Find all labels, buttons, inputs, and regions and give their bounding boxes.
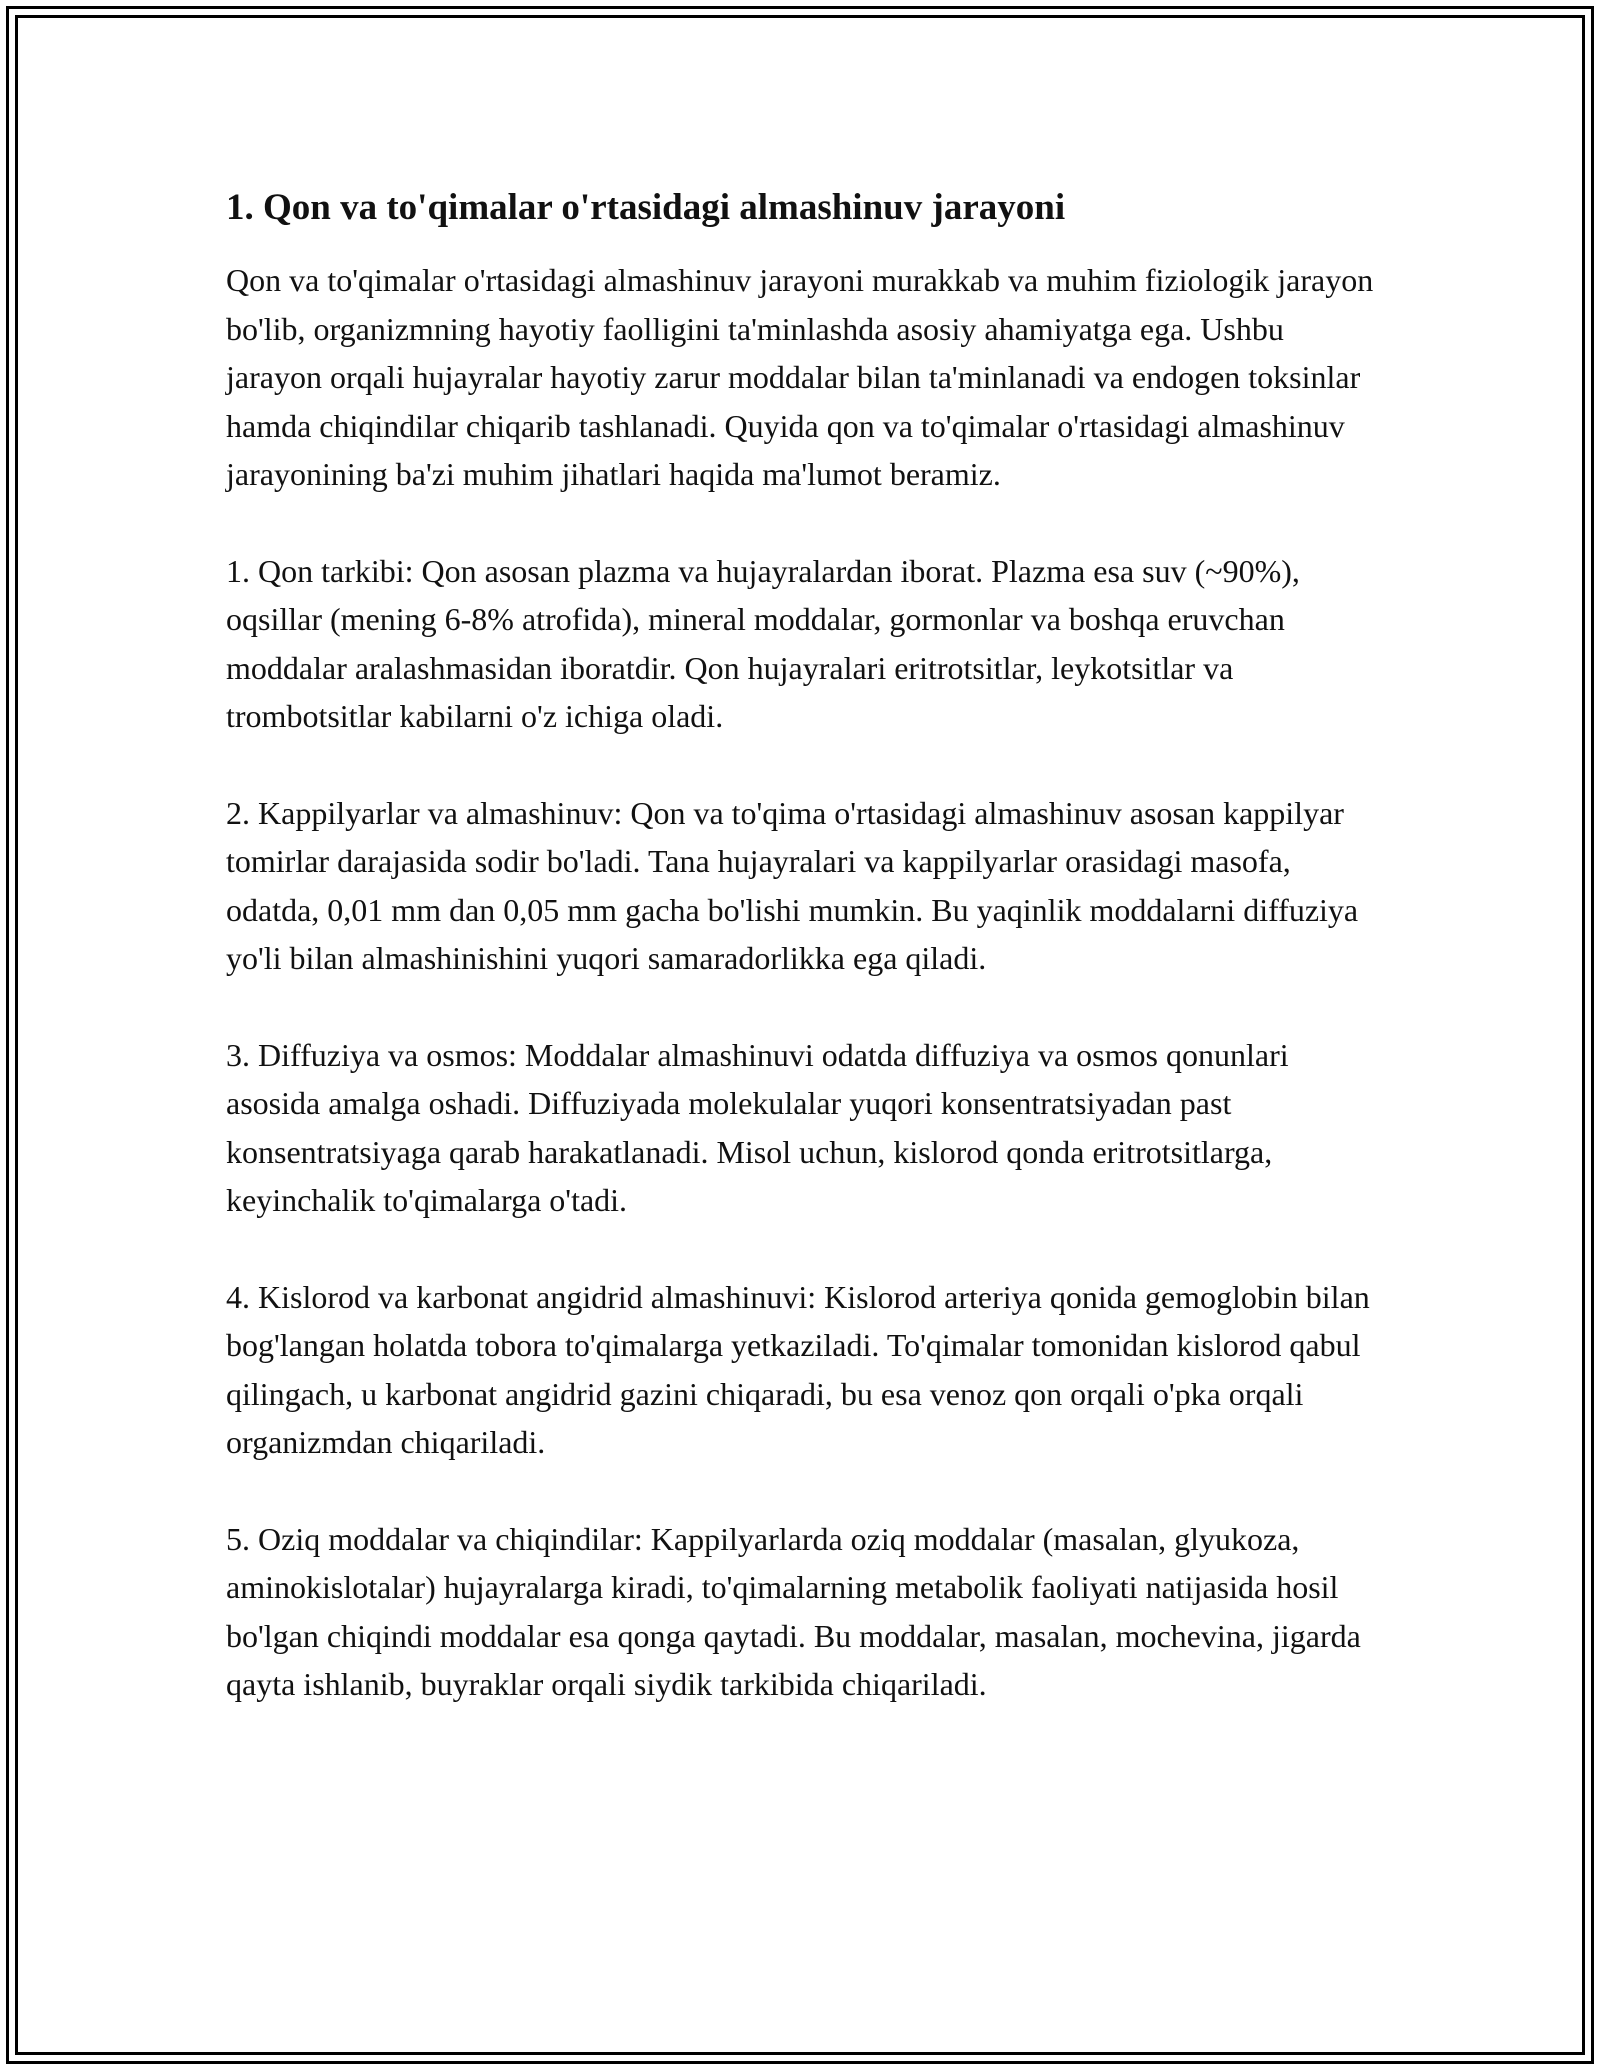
- paragraph-capillaries-exchange: 2. Kappilyarlar va almashinuv: Qon va to'qima o'rtasidagi almashinuv asosan kappilyar tomirlar darajasida sodir bo'ladi. Tana hujayralari va kappilyarlar orasidagi masofa, odatda, 0,01 mm dan 0,05 mm gacha bo'lishi mumkin. Bu yaqinlik moddalarni diffuziya yo'li bilan almashinishini yuqori samaradorlikka ega qiladi.: [226, 794, 1359, 977]
- document-body: [226, 186, 1376, 1709]
- paragraph-oxygen-co2-exchange: 4. Kislorod va karbonat angidrid almashinuvi: Kislorod arteriya qonida gemoglobin bilan bog'langan holatda tobora to'qimalarga yetkaziladi. To'qimalar tomonidan kislorod qabul qilingach, u karbonat angidrid gazini chiqaradi, bu esa venoz qon orqali o'pka orqali organizmdan chiqariladi.: [226, 1278, 1370, 1461]
- document-title: 1. Qon va to'qimalar o'rtasidagi almashinuv jarayoni: [226, 187, 1066, 228]
- paragraph-blood-composition: 1. Qon tarkibi: Qon asosan plazma va hujayralardan iborat. Plazma esa suv (~90%), oqsillar (mening 6-8% atrofida), mineral moddalar, gormonlar va boshqa eruvchan moddalar aralashmasidan iboratdir. Qon hujayralari eritrotsitlar, leykotsitlar va trombotsitlar kabilarni o'z ichiga oladi.: [226, 552, 1300, 735]
- intro-paragraph: Qon va to'qimalar o'rtasidagi almashinuv jarayoni murakkab va muhim fiziologik jarayon bo'lib, organizmning hayotiy faolligini ta'minlashda asosiy ahamiyatga ega. Ushbu jarayon orqali hujayralar hayotiy zarur moddalar bilan ta'minlanadi va endogen toksinlar hamda chiqindilar chiqarib tashlanadi. Quyida qon va to'qimalar o'rtasidagi almashinuv jarayonining ba'zi muhim jihatlari haqida ma'lumot beramiz.: [226, 262, 1374, 493]
- paragraph-diffusion-osmosis: 3. Diffuziya va osmos: Moddalar almashinuvi odatda diffuziya va osmos qonunlari asosida amalga oshadi. Diffuziyada molekulalar yuqori konsentratsiyadan past konsentratsiyaga qarab harakatlanadi. Misol uchun, kislorod qonda eritrotsitlarga, keyinchalik to'qimalarga o'tadi.: [226, 1036, 1289, 1219]
- paragraph-nutrients-waste: 5. Oziq moddalar va chiqindilar: Kappilyarlarda oziq moddalar (masalan, glyukoza, aminokislotalar) hujayralarga kiradi, to'qimalarning metabolik faoliyati natijasida hosil bo'lgan chiqindi moddalar esa qonga qaytadi. Bu moddalar, masalan, mochevina, jigarda qayta ishlanib, buyraklar orqali siydik tarkibida chiqariladi.: [226, 1520, 1361, 1703]
